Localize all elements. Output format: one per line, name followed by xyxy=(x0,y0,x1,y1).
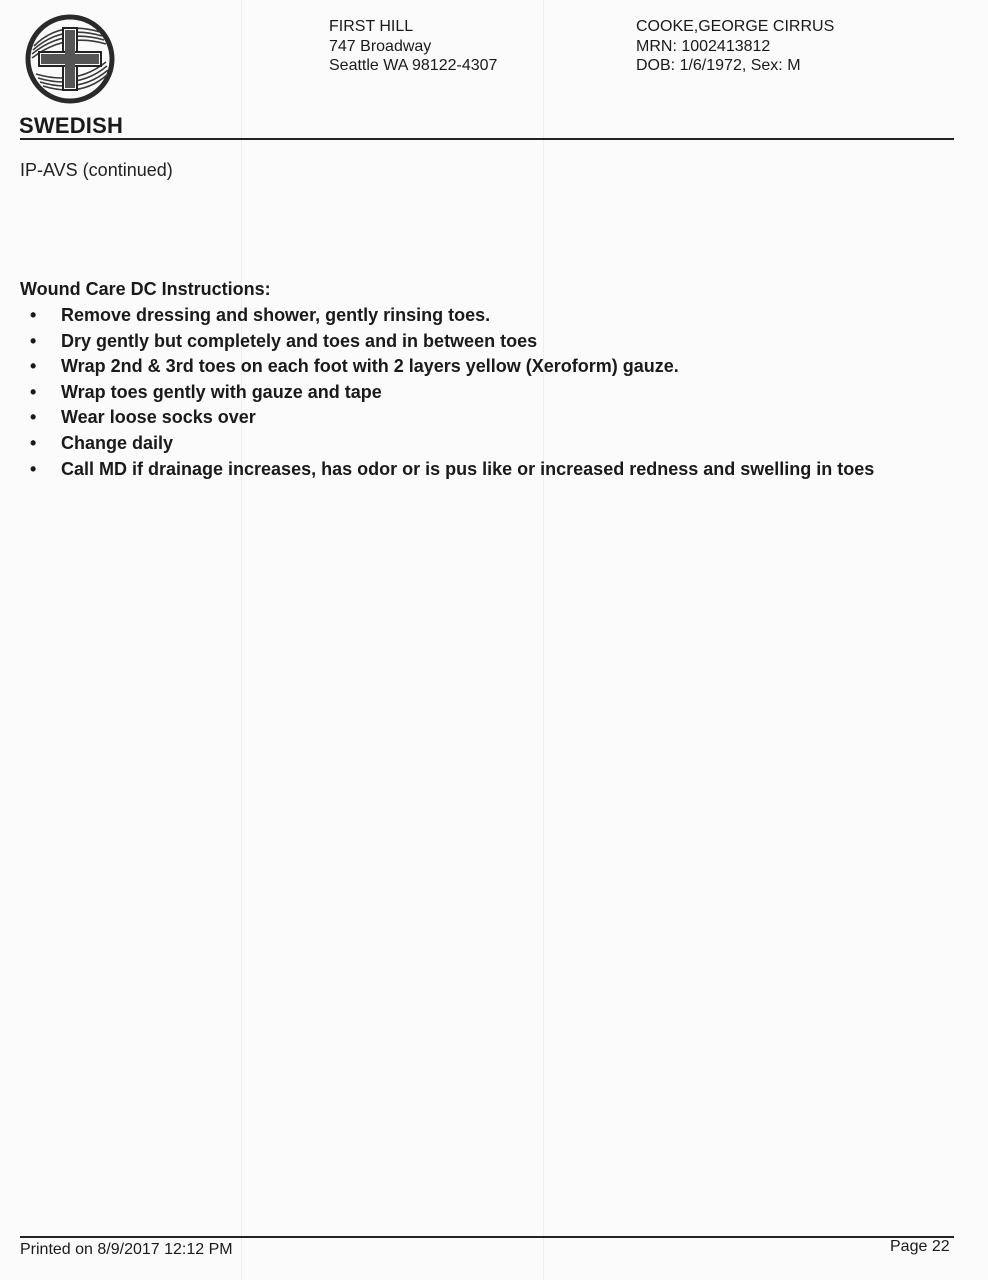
list-item xyxy=(20,303,960,329)
instruction-list xyxy=(20,303,960,482)
instruction-text: Change daily xyxy=(61,432,174,453)
wound-care-section xyxy=(20,279,960,482)
section-title: Wound Care DC Instructions: xyxy=(20,279,271,299)
brand-name: SWEDISH xyxy=(19,113,124,138)
patient-name: COOKE,GEORGE CIRRUS xyxy=(636,18,835,35)
instruction-text: Wrap toes gently with gauze and tape xyxy=(61,381,382,402)
bullet-icon: • xyxy=(30,330,37,351)
facility-name: FIRST HILL xyxy=(329,18,414,35)
facility-city: Seattle WA 98122-4307 xyxy=(329,57,498,74)
list-item xyxy=(20,380,960,406)
list-item xyxy=(20,457,960,483)
printed-timestamp: Printed on 8/9/2017 12:12 PM xyxy=(20,1241,233,1258)
header-divider xyxy=(20,138,954,140)
patient-info xyxy=(636,17,834,76)
bullet-icon: • xyxy=(30,305,37,325)
instruction-text: Remove dressing and shower, gently rinsing toes. xyxy=(61,305,491,325)
instruction-text: Wear loose socks over xyxy=(61,407,256,428)
list-item xyxy=(20,431,960,457)
scan-streak xyxy=(543,0,544,1280)
page-number: Page 22 xyxy=(890,1238,950,1255)
patient-dob-sex: DOB: 1/6/1972, Sex: M xyxy=(636,57,801,74)
patient-mrn: MRN: 1002413812 xyxy=(636,37,771,55)
bullet-icon: • xyxy=(30,356,37,377)
facility-street: 747 Broadway xyxy=(329,37,432,55)
swedish-logo-icon xyxy=(20,14,120,104)
instruction-text: Call MD if drainage increases, has odor or is pus like or increased redness and swelling in toes xyxy=(61,458,875,479)
bullet-icon: • xyxy=(30,407,37,428)
instruction-text: Wrap 2nd & 3rd toes on each foot with 2 layers yellow (Xeroform) gauze. xyxy=(61,356,679,377)
list-item xyxy=(20,354,960,380)
bullet-icon: • xyxy=(30,381,37,402)
facility-address xyxy=(329,17,497,76)
instruction-text: Dry gently but completely and toes and in between toes xyxy=(61,330,538,351)
document-subtitle: IP-AVS (continued) xyxy=(20,160,173,180)
bullet-icon: • xyxy=(30,432,37,453)
bullet-icon: • xyxy=(30,458,37,479)
scan-streak xyxy=(241,0,242,1280)
list-item xyxy=(20,329,960,355)
list-item xyxy=(20,405,960,431)
footer-divider xyxy=(20,1236,954,1238)
